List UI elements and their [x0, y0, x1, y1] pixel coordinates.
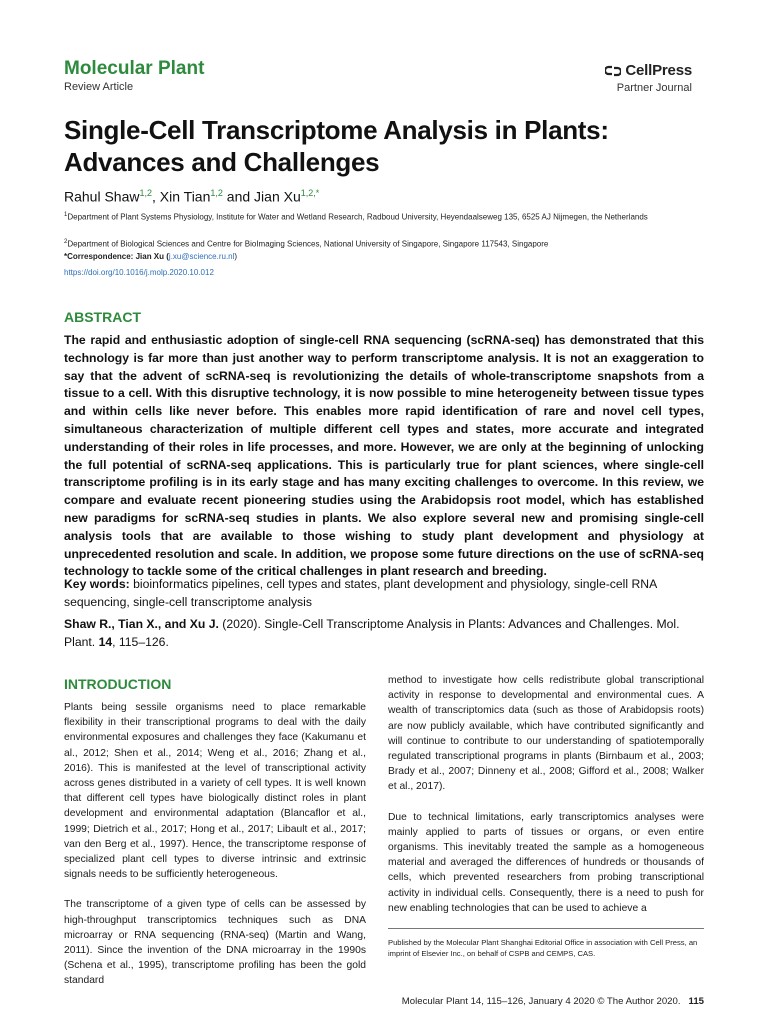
intro-paragraph-4: Due to technical limitations, early transcriptomics analyses were mainly applied to parts of tissues or organs, or even entire organisms. This inevitably treated the sample as a homogeneous material and averaged the differences of hundreds or thousands of cells, which prevented researchers from probing transcriptional activity in individual cells. Consequently, there is a need to push for new enabling technologies that can be used to achieve a [388, 811, 704, 914]
footer-citation: Molecular Plant 14, 115–126, January 4 2020 © The Author 2020. [401, 996, 681, 1007]
article-type: Review Article [64, 81, 134, 93]
citation-volume: 14 [98, 634, 113, 649]
citation-authors: Shaw R., Tian X., and Xu J. [64, 617, 219, 631]
partner-journal-label: Partner Journal [616, 82, 692, 94]
intro-paragraph-2: The transcriptome of a given type of cells can be assessed by high-throughput transcriptomics techniques such as DNA microarray or RNA sequencing (RNA-seq) (Martin and Wang, 2011). Since the invention of the DNA microarray in the 1990s (Schena et al., 1995), transcriptome profiling has been the gold standard [64, 899, 366, 987]
correspondence-close: ) [234, 252, 238, 261]
cellpress-logo [605, 62, 692, 79]
introduction-heading: INTRODUCTION [64, 676, 172, 692]
citation [64, 616, 704, 652]
affiliation-text: Department of Plant Systems Physiology, Institute for Water and Wetland Research, Radboud University, Heyendaalseweg 135, 6525 AJ Nijmegen, the Netherlands [67, 212, 648, 222]
keywords-label: Key words: [64, 577, 130, 591]
correspondence [64, 252, 237, 261]
correspondence-label: *Correspondence: Jian Xu ( [64, 252, 169, 261]
affiliation-text: Department of Biological Sciences and Centre for BioImaging Sciences, National University of Singapore, Singapore 117543, Singapore [67, 239, 549, 249]
author-affiliation-marker[interactable]: 1,2 [139, 188, 153, 198]
intro-paragraph-3: method to investigate how cells redistribute global transcriptional activity in response to developmental and environmental cues. A wealth of transcriptomics data (such as those of Arabidopsis roots) are now publicly available, which have contributed significantly and will continue to contribute to our understanding of spatiotemporally regulated transcriptional programs in plants (Birnbaum et al., 2003; Brady et al., 2007; Dinneny et al., 2008; Gifford et al., 2008; Walker et al., 2017). [388, 675, 704, 793]
intro-column-left [64, 700, 366, 989]
author-separator: , [152, 188, 160, 205]
intro-paragraph-1: Plants being sessile organisms need to place remarkable flexibility in their transcriptional programs to deal with the daily environmental exposures and challenges they face (Kakumanu et al., 2012; Shen et al., 2014; Weng et al., 2016; Zhang et al., 2016). This is manifested at the level of transcriptional activity across genes distributed in a variety of cell types. It is well known that different cell types have biologically distinct roles in plant development and environmental adaptation (Blancaflor et al., 1999; Dietrich et al., 2017; Hong et al., 2017; Libault et al., 2017; van den Berg et al., 1997). Hence, the transcriptome response of specialized plant cell types to diverse intrinsic and extrinsic signals needs to be sufficiently heterogeneous. [64, 702, 366, 881]
journal-name: Molecular Plant [64, 58, 205, 79]
abstract-heading: ABSTRACT [64, 309, 141, 325]
footnote-divider [388, 928, 704, 929]
affiliation-number: 2 [64, 239, 68, 245]
cellpress-logo-text: CellPress [625, 62, 692, 79]
article-title: Single-Cell Transcriptome Analysis in Plants: Advances and Challenges [64, 115, 609, 177]
keywords-text: bioinformatics pipelines, cell types and states, plant development and physiology, single-cell RNA sequencing, single-cell transcriptome analysis [64, 577, 657, 609]
correspondence-email-link[interactable]: j.xu@science.ru.nl [168, 252, 235, 261]
citation-pages: , 115–126. [112, 634, 169, 649]
author-affiliation-marker[interactable]: 1,2,* [300, 188, 320, 198]
page-footer [402, 996, 704, 1007]
author-separator: and [222, 188, 255, 205]
doi-link[interactable]: https://doi.org/10.1016/j.molp.2020.10.012 [64, 268, 214, 277]
publisher-footnote: Published by the Molecular Plant Shanghai Editorial Office in association with Cell Press, an imprint of Elsevier Inc., on behalf of CSPB and CEMPS, CAS. [388, 938, 698, 958]
author-list [64, 188, 319, 205]
affiliation-2 [64, 237, 704, 250]
author-affiliation-marker[interactable]: 1,2 [210, 188, 223, 198]
abstract-text: The rapid and enthusiastic adoption of single-cell RNA sequencing (scRNA-seq) has demonstrated that this technology is far more than just another way to perform transcriptome analysis. It is not an exaggeration to say that the advent of scRNA-seq is revolutionizing the details of whole-transcriptome snapshots from a tissue to a cell. With this disruptive technology, it is now possible to mine heterogeneity between tissue types and within cells like never before. This enables more rapid identification of rare and novel cell types, simultaneous characterization of multiple different cell types and states, more accurate and integrated understanding of their roles in life processes, and more. However, we are only at the beginning of unlocking the full potential of scRNA-seq applications. This is particularly true for plant sciences, where single-cell transcriptome profiling is in its early stage and has many exciting challenges to overcome. In this review, we compare and evaluate recent pioneering studies using the Arabidopsis root model, which has established new paradigms for scRNA-seq studies in plants. We also explore several new and promising single-cell analysis tools that are available to those wishing to study plant development and physiology at unprecedented resolution and scale. In addition, we propose some future directions on the use of scRNA-seq technology to tackle some of the critical challenges in plant research and breeding. [64, 333, 704, 579]
page-number: 115 [688, 996, 704, 1007]
author-name[interactable]: Rahul Shaw [64, 188, 140, 205]
cellpress-link-icon [605, 64, 621, 78]
author-name[interactable]: Jian Xu [254, 188, 301, 205]
intro-column-right [388, 673, 704, 916]
keywords [64, 576, 704, 612]
citation-text: (2020). Single-Cell Transcriptome Analysis in Plants: Advances and Challenges. Mol. Plant. [64, 617, 680, 649]
affiliation-1 [64, 210, 704, 223]
author-name[interactable]: Xin Tian [159, 188, 211, 205]
affiliation-number: 1 [64, 212, 68, 218]
